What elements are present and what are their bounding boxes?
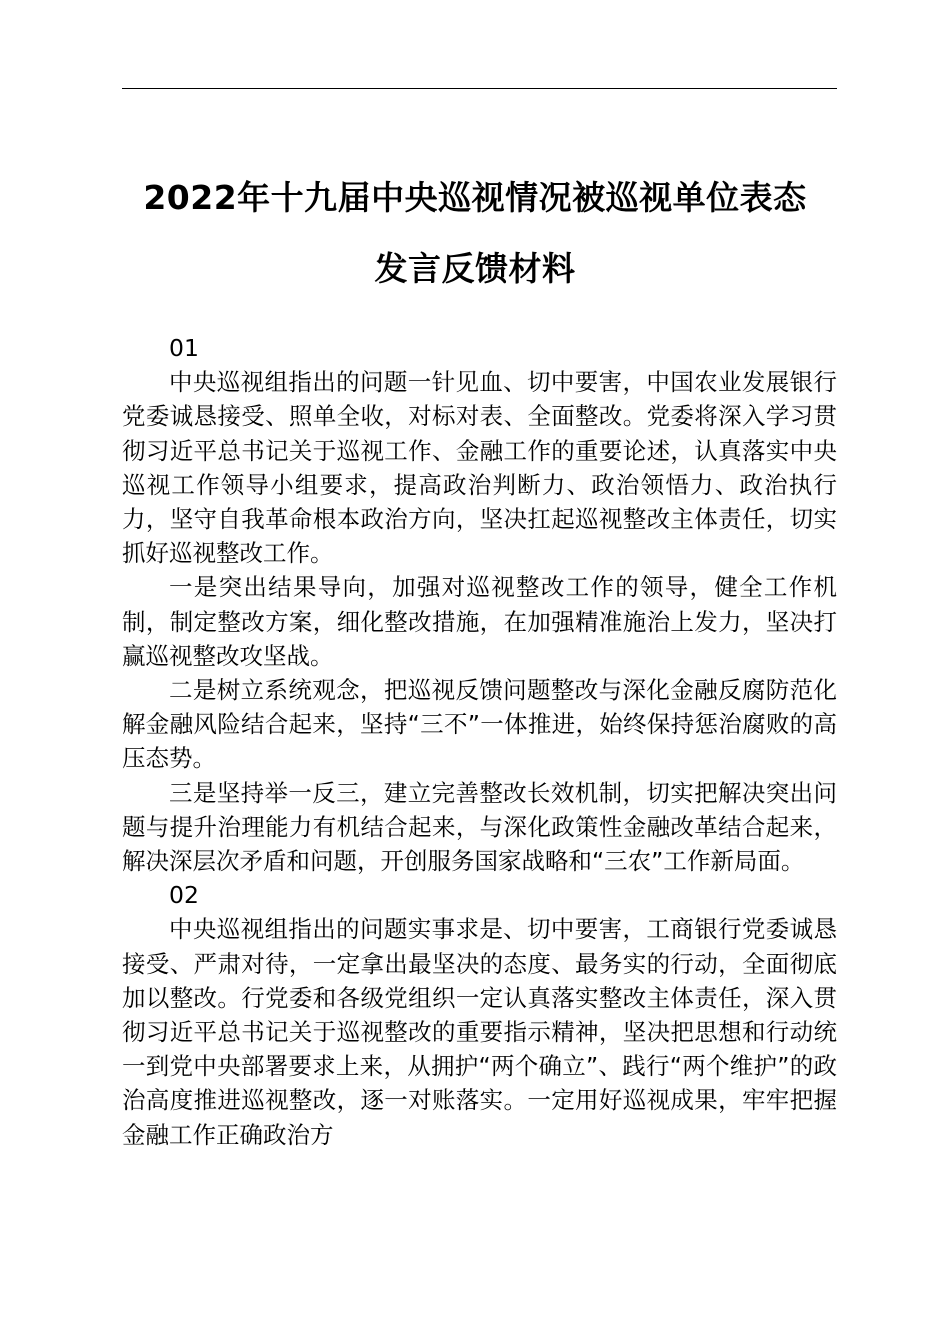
body-paragraph: 一是突出结果导向，加强对巡视整改工作的领导，健全工作机制，制定整改方案，细化整改措施，在加强精准施治上发力，坚决打赢巡视整改攻坚战。 — [122, 573, 837, 670]
section-number-02: 02 — [169, 881, 199, 910]
section-number-01: 01 — [169, 334, 199, 362]
body-paragraph: 中央巡视组指出的问题实事求是、切中要害，工商银行党委诚恳接受、严肃对待，一定拿出最坚决的态度、最务实的行动，全面彻底加以整改。行党委和各级党组织一定认真落实整改主体责任，深入贯彻习近平总书记关于巡视整改的重要指示精神，坚决把思想和行动统一到党中央部署要求上来，从拥护“两个确立”、践行“两个维护”的政治高度推进巡视整改，逐一对账落实。一定用好巡视成果，牢牢把握金融工作正确政治方 — [122, 915, 837, 1149]
body-paragraph: 二是树立系统观念，把巡视反馈问题整改与深化金融反腐防范化解金融风险结合起来，坚持“三不”一体推进，始终保持惩治腐败的高压态势。 — [122, 676, 837, 773]
document-title-line-2: 发言反馈材料 — [374, 249, 576, 288]
header-rule — [122, 88, 837, 89]
document-body — [122, 331, 837, 1152]
body-paragraph: 中央巡视组指出的问题一针见血、切中要害，中国农业发展银行党委诚恳接受、照单全收，对标对表、全面整改。党委将深入学习贯彻习近平总书记关于巡视工作、金融工作的重要论述，认真落实中央巡视工作领导小组要求，提高政治判断力、政治领悟力、政治执行力，坚守自我革命根本政治方向，坚决扛起巡视整改主体责任，切实抓好巡视整改工作。 — [122, 368, 837, 568]
body-paragraph: 三是坚持举一反三，建立完善整改长效机制，切实把解决突出问题与提升治理能力有机结合起来，与深化政策性金融改革结合起来，解决深层次矛盾和问题，开创服务国家战略和“三农”工作新局面。 — [122, 778, 837, 876]
document-title-line-1: 2022年十九届中央巡视情况被巡视单位表态 — [143, 178, 807, 217]
